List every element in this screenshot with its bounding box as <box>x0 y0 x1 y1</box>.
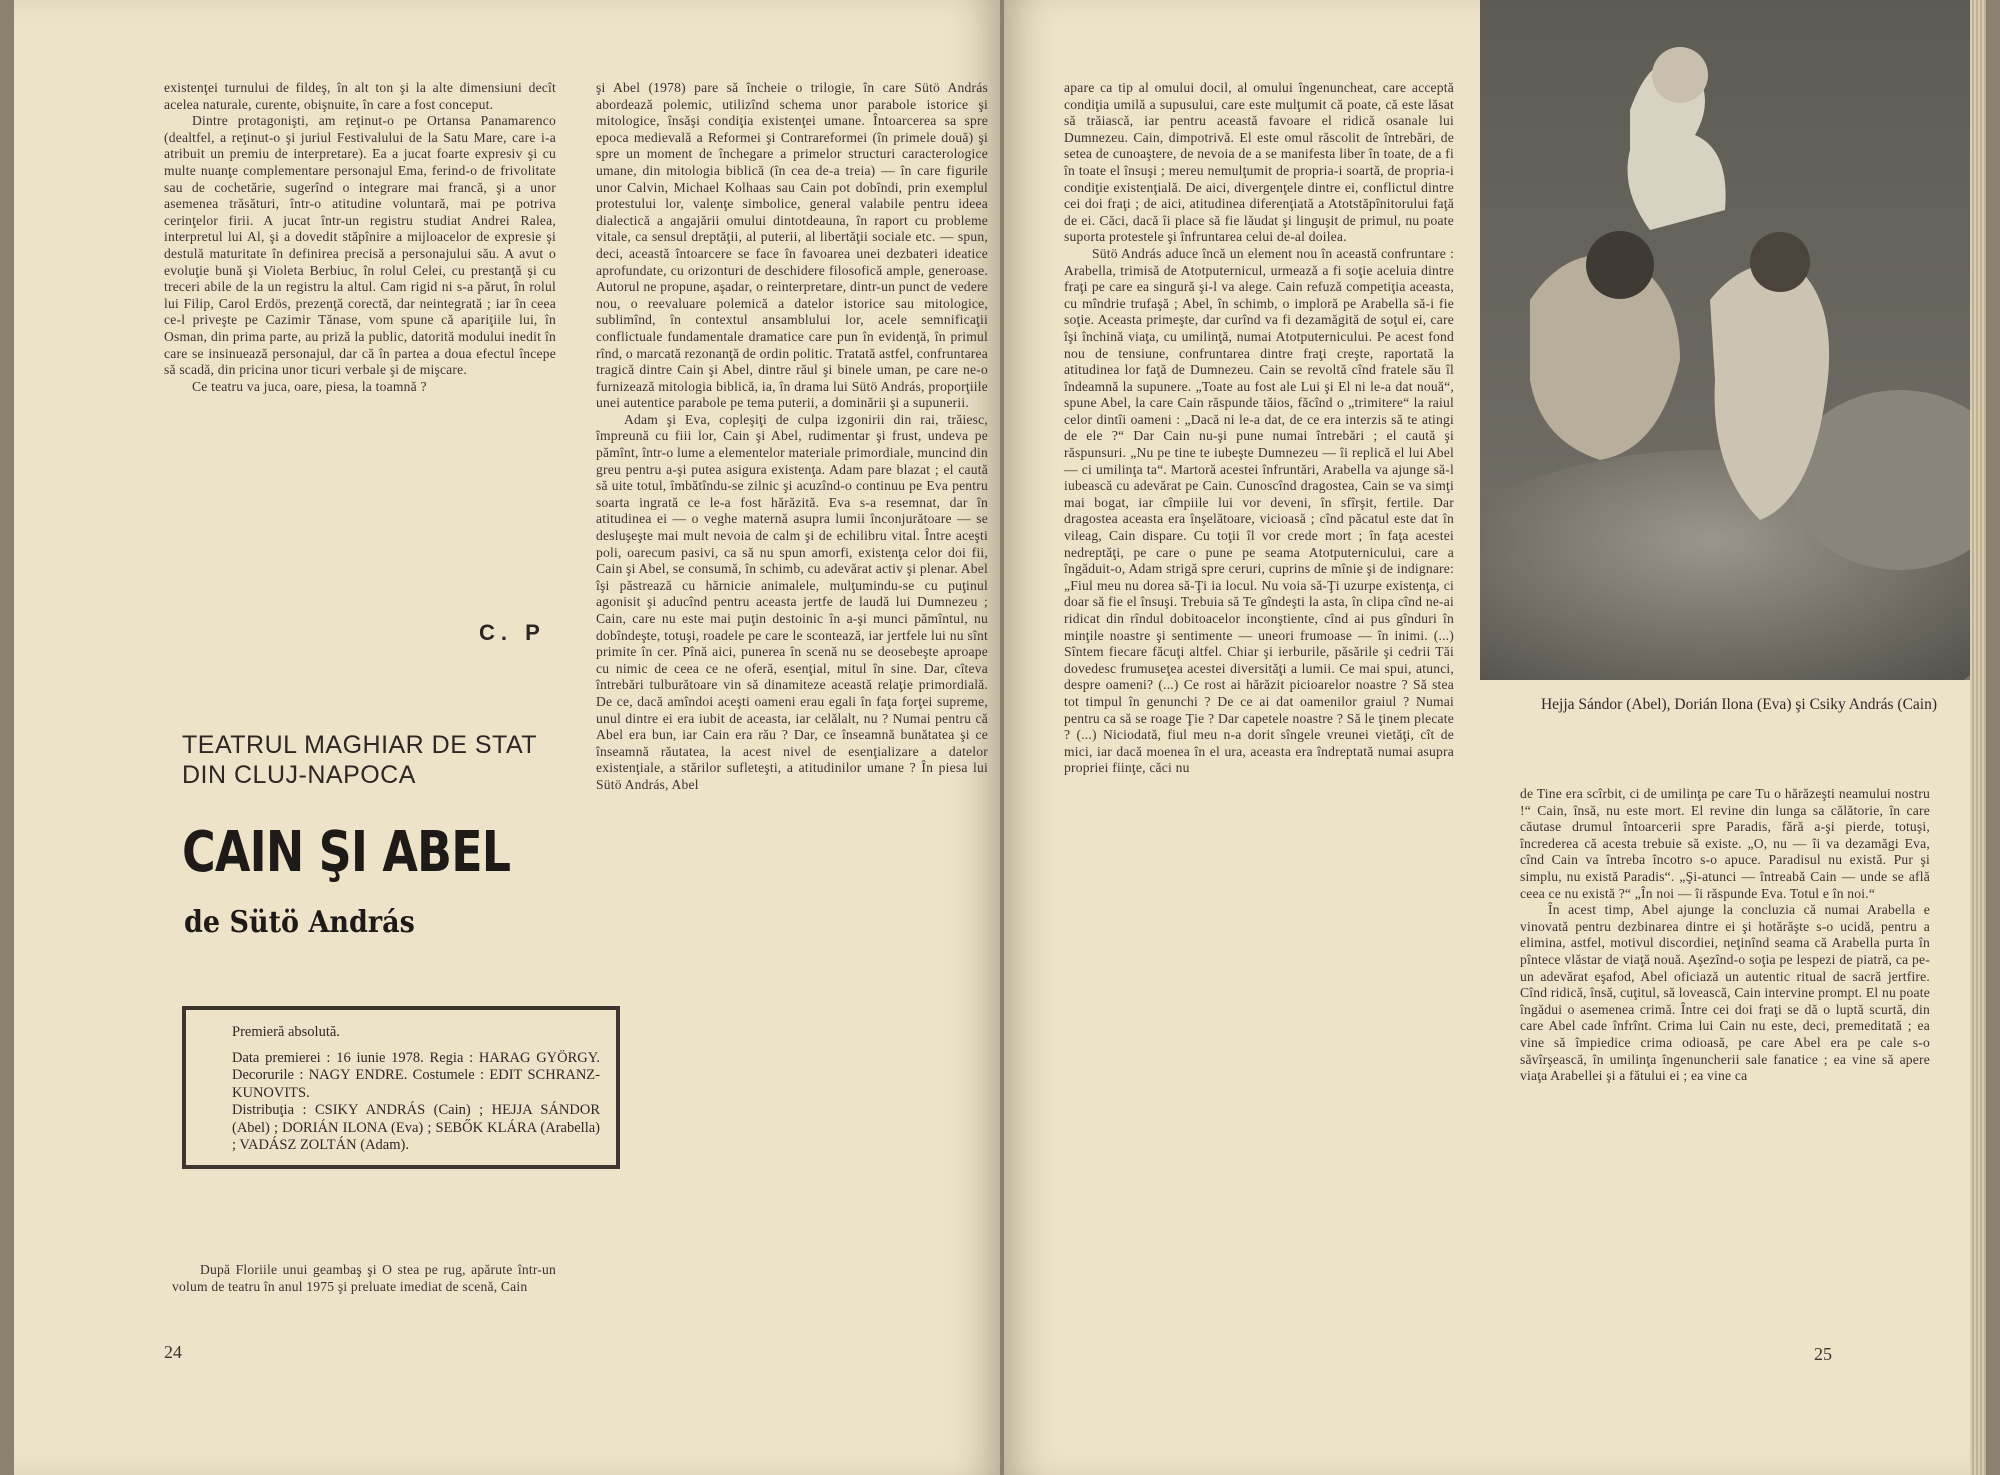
premiere-note: Premieră absolută. <box>232 1024 340 1040</box>
paragraph: şi Abel (1978) pare să încheie o trilogie, în care Sütö András abordează polemic, utilizînd schema unor parabole istorice şi mitologice, însăşi condiţia existenţei umane. Întoarcerea sa spre epoca medievală a Reformei şi Contrareformei (în primele două) şi spre un moment de închegare a primelor structuri caracterologice umane, din mitologia biblică (în cea de-a treia) — în care figurile unor Calvin, Michael Kolhaas sau Cain pot dobîndi, prin exemplul protestului lor, valenţe simbolice, general valabile pentru ideea dialectică a angajării omului dintotdeauna, în raport cu probleme vitale, ca sensul dreptăţii, al puterii, al libertăţii sociale etc. — spun, deci, această întoarcere se face în favoarea unei dezbateri ideatice aprofundate, cu orizonturi de deschidere filosofică ample, generoase. Autorul ne propune, aşadar, o reinterpretare, dintr-un punct de vedere nou, o reevaluare polemică a datelor istorice sau mitologice, sublimînd, în contextul ansamblului lor, acele semnificaţii conflictuale fundamentale dramatice care pun în evidenţă, în primul rînd, o marcată rezonanţă de ordin politic. Tratată astfel, confruntarea tragică dintre Cain şi Abel, dintre răul şi binele uman, pe care ne-o furnizează mitologia biblică, ia, în drama lui Sütö András, proporţiile unei autentice parabole pe tema puterii, a dominării şi a supunerii. <box>596 80 988 411</box>
play-title: CAIN ŞI ABEL <box>182 820 511 885</box>
theatre-name: TEATRUL MAGHIAR DE STAT DIN CLUJ-NAPOCA <box>182 731 537 789</box>
author-signature: C. P <box>479 620 546 645</box>
page-edge <box>1970 0 1986 1475</box>
paragraph: de Tine era scîrbit, ci de umilinţa pe care Tu o hărăzeşti neamului nostru !“ Cain, însă, nu este mort. El revine din lunga sa călătorie, în care căutase drumul întoarcerii spre Paradis, fără a-şi pierde, totuşi, încrederea că acesta trebuie să existe. „O, nu — îi va dezamăgi Eva, cînd Cain va întreba încotro s-o apuce. Paradisul nu există. Pur şi simplu, nu există Paradis“. „Şi-atunci — întreabă Cain — unde se află ceea ce nu există ?“ „În noi — îi răspunde Eva. Totul e în noi.“ <box>1520 786 1930 901</box>
column-2 <box>596 80 988 794</box>
column-1 <box>164 80 556 395</box>
credits-cast: Distribuţia : CSIKY ANDRÁS (Cain) ; HEJJA SÁNDOR (Abel) ; DORIÁN ILONA (Eva) ; SEBŐK KLÁRA (Arabella) ; VADÁSZ ZOLTÁN (Adam). <box>232 1102 600 1153</box>
photo-caption: Hejja Sándor (Abel), Dorián Ilona (Eva) şi Csiky András (Cain) <box>1540 696 1937 713</box>
paragraph: apare ca tip al omului docil, al omului îngenuncheat, care acceptă condiţia umilă a supusului, care este mulţumit că poate, că este lăsat să trăiască, iar pentru această favoare el ridică osanale lui Dumnezeu. Cain, dimpotrivă. El este omul răscolit de întrebări, de setea de cunoaştere, de nevoia de a se manifesta liber în toate, de a fi în toate el însuşi ; mereu nemulţumit de propria-i soartă, de propria-i condiţie existenţială. De aici, divergenţele dintre ei, conflictul dintre cei doi fraţi ; de aici, atitudinea diferenţiată a Atotstăpînitorului faţă de ei. Căci, dacă îi place să fie lăudat şi linguşit de primul, nu poate suporta protestele şi înfruntarea celui de-al doilea. <box>1064 80 1454 245</box>
photo-scene <box>1480 0 1986 680</box>
credits-production: Data premierei : 16 iunie 1978. Regia : HARAG GYÖRGY. Decorurile : NAGY ENDRE. Costumele : EDIT SCHRANZ-KUNOVITS. <box>232 1049 600 1101</box>
right-page <box>1004 0 1986 1475</box>
credits-box <box>182 1006 620 1169</box>
paragraph: Ce teatru va juca, oare, piesa, la toamnă ? <box>192 378 427 394</box>
paragraph: Adam şi Eva, copleşiţi de culpa izgonirii din rai, trăiesc, împreună cu fiii lor, Cain şi Abel, rudimentar şi frust, undeva pe pămînt, într-o lume a elementelor materiale primordiale, muncind din greu pentru a-şi putea asigura existenţa. Adam pare blazat ; el caută să uite totul, îmbătîndu-se zilnic şi acuzînd-o continuu pe Eva pentru soarta ingrată ce le-a fost hărăzită. Eva s-a resemnat, dar în atitudinea ei — o veghe maternă asupra lumii înconjurătoare — se desluşeşte mai mult nevoia de calm şi de echilibru vital. Între aceşti poli, oarecum pasivi, ca să nu spun amorfi, existenţa celor doi fii, Cain şi Abel, se consumă, în schimb, cu adevărat activ şi plenar. Abel îşi păstrează cu hărnicie animalele, mulţumindu-se cu puţinul agonisit şi aducînd pentru aceasta jertfe de laudă lui Dumnezeu ; Cain, care nu este mai puţin destoinic în a-şi munci pămîntul, nu dobîndeşte, totuşi, roadele pe care le scontează, iar jertfele lui nu sînt primite în cer. Pînă aici, punerea în scenă nu se deosebeşte aproape cu nimic de ceea ce ne oferă, esenţial, mitul în sine. Dar, cîteva întrebări tulburătoare vin să dinamiteze această relaţie primordială. De ce, dacă amîndoi aceşti oameni erau egali în faţa forţei supreme, unul dintre ei era iubit de aceasta, iar celălalt, nu ? Numai pentru că Abel era bun, iar Cain era rău ? Dar, ce înseamnă bunătatea şi ce înseamnă răutatea, la acest nivel de esenţializare a datelor existenţiale, a stărilor sufleteşti, a atitudinilor umane ? În piesa lui Sütö András, Abel <box>596 411 988 792</box>
page-number: 24 <box>164 1342 182 1362</box>
page-number: 25 <box>1814 1344 1832 1364</box>
paragraph: În acest timp, Abel ajunge la concluzia că numai Arabella e vinovată pentru dezbinarea dintre ei şi hotărăşte s-o ucidă, pentru a elimina, astfel, motivul discordiei, neţinînd seama că Arabella purta în pîntece vlăstar de viaţă nouă. Aşezînd-o soţia pe lespezi de piatră, ca pe-un adevărat eşafod, Abel oficiază un autentic ritual de sacră jertfire. Cînd ridică, însă, cuţitul, să lovească, Cain intervine prompt. El nu poate îngădui o asemenea crimă. Între cei doi fraţi se dă o luptă scurtă, din care Abel cade înfrînt. Crima lui Cain nu este, deci, premeditată ; ea vine să împiedice crima odioasă, pe care Abel era pe cale s-o săvîrşească, în umilinţa îngenuncherii sale fanatice ; ea vine să apere viaţa Arabellei şi a fătului ei ; ea vine ca <box>1520 902 1930 1084</box>
column-4 <box>1520 786 1930 1085</box>
paragraph: Sütö András aduce încă un element nou în această confruntare : Arabella, trimisă de Atotputernicul, urmează a fi soţie aceluia dintre fraţi pe care ea singură şi-l va alege. Cain refuză competiţia aceasta, cu mîndrie trufaşă ; Abel, în schimb, o imploră pe Arabella să-i fie soţie. Aceasta primeşte, dar curînd va fi dezamăgită de soţul ei, care îşi închină viaţa, cu umilinţă, numai Atotputernicului. Pe acest fond nou de tensiune, confruntarea dintre fraţi creşte, raportată la atitudinea lor faţă de Dumnezeu. Cain se revoltă cînd fratele său îl îndeamnă la supunere. „Toate au fost ale Lui şi El ni le-a dat nouă“, spune Abel, la care Cain răspunde tăios, făcînd o „trimitere“ la raiul celor dintîi oameni : „Dacă ni le-a dat, de ce era interzis să te atingi de ele ?“ Dar Cain nu-şi pune numai întrebări ; el caută şi răspunsuri. „Nu pe tine te iubeşte Dumnezeu — îi replică el lui Abel — ci umilinţa ta“. Martoră acestei înfruntări, Arabella va ajunge să-l iubească cu adevărat pe Cain. Cunoscînd dragostea, Cain se va simţi mai bogat, iar cîmpiile lui vor deveni, în sfîrşit, fertile. Dar dragostea aceasta era înşelătoare, vicioasă ; cînd păcatul este dat în vileag, Cain dispare. Cu toţii îl vor crede mort ; în faţa acestei nedreptăţi, pe care o pune pe seama Atotputernicului, care a îngăduit-o, Adam strigă spre ceruri, cuprins de mînie şi de indignare: „Fiul meu nu dorea să-Ţi ia locul. Nu voia să-Ţi uzurpe existenţa, ci doar să fie el însuşi. Trebuia să Te gîndeşti la asta, în clipa cînd ne-ai ridicat din rîndul dobitoacelor inconştiente, cînd ai pus gînduri în minţile noastre şi sentimente — uneori frumoase — în inimi. (...) Sîntem fiecare făcuţi altfel. Chiar şi ierburile, păsările şi cedrii Tăi dovedesc frumuseţea acestei diversităţi a lumii. Ce mai spui, atunci, despre oameni? (...) Ce rost ai hărăzit picioarelor noastre ? Să stea tot timpul în genunchi ? De ce ai dat oamenilor graiul ? Numai pentru ca să se roage Ţie ? Dar capetele noastre ? Să le ţinem plecate ? (...) Niciodată, fiul meu n-a dorit sîngele vreunei vietăţi, cît de mici, iar dacă moenea în el ura, aceasta era îndreptată numai asupra propriei fiinţe, căci nu <box>1064 245 1454 776</box>
play-author: de Sütö András <box>184 905 415 940</box>
paragraph: După Floriile unui geambaş şi O stea pe rug, apărute într-un volum de teatru în anul 1975 şi preluate imediat de scenă, Cain <box>172 1262 556 1294</box>
column-3 <box>1064 80 1454 777</box>
production-photo <box>1480 0 1986 680</box>
paragraph: Dintre protagonişti, am reţinut-o pe Ortansa Panamarenco (dealtfel, a reţinut-o şi juriul Festivalului de la Satu Mare, care i-a atribuit un premiu de interpretare). Ea a jucat foarte expresiv şi cu multe nuanţe complementare personajul Ema, ferind-o de frivolitate sau de cochetărie, sugerînd o integrare mai francă, şi a unor asemenea trăsături, într-o atitudine voluntară, mai pe potriva cerinţelor firii. A jucat într-un registru studiat Andrei Ralea, interpretul lui Al, şi a dovedit stăpînire a mijloacelor de expresie şi destulă maturitate în definirea precisă a personajului său. A avut o evoluţie bună şi Violeta Berbiuc, în rolul Celei, cu prestanţă şi cu treceri abile de la un registru la altul. Cam rigid ni s-a părut, în rolul lui Filip, Carol Erdös, prezenţă corectă, dar neintegrată ; iar în ceea ce-l priveşte pe Cazimir Tănase, vom spune că apariţiile lui, în Osman, din prima parte, au priză la public, datorită modului inedit în care se insinuează personajul, dar că în partea a doua efectul începe să scadă, din pricina unor ticuri verbale şi de mişcare. <box>164 113 556 378</box>
left-page <box>14 0 1000 1475</box>
paragraph: existenţei turnului de fildeş, în alt ton şi la alte dimensiuni decît acelea naturale, curente, obişnuite, în care a fost conceput. <box>164 80 556 112</box>
column-1-bottom <box>172 1262 556 1295</box>
